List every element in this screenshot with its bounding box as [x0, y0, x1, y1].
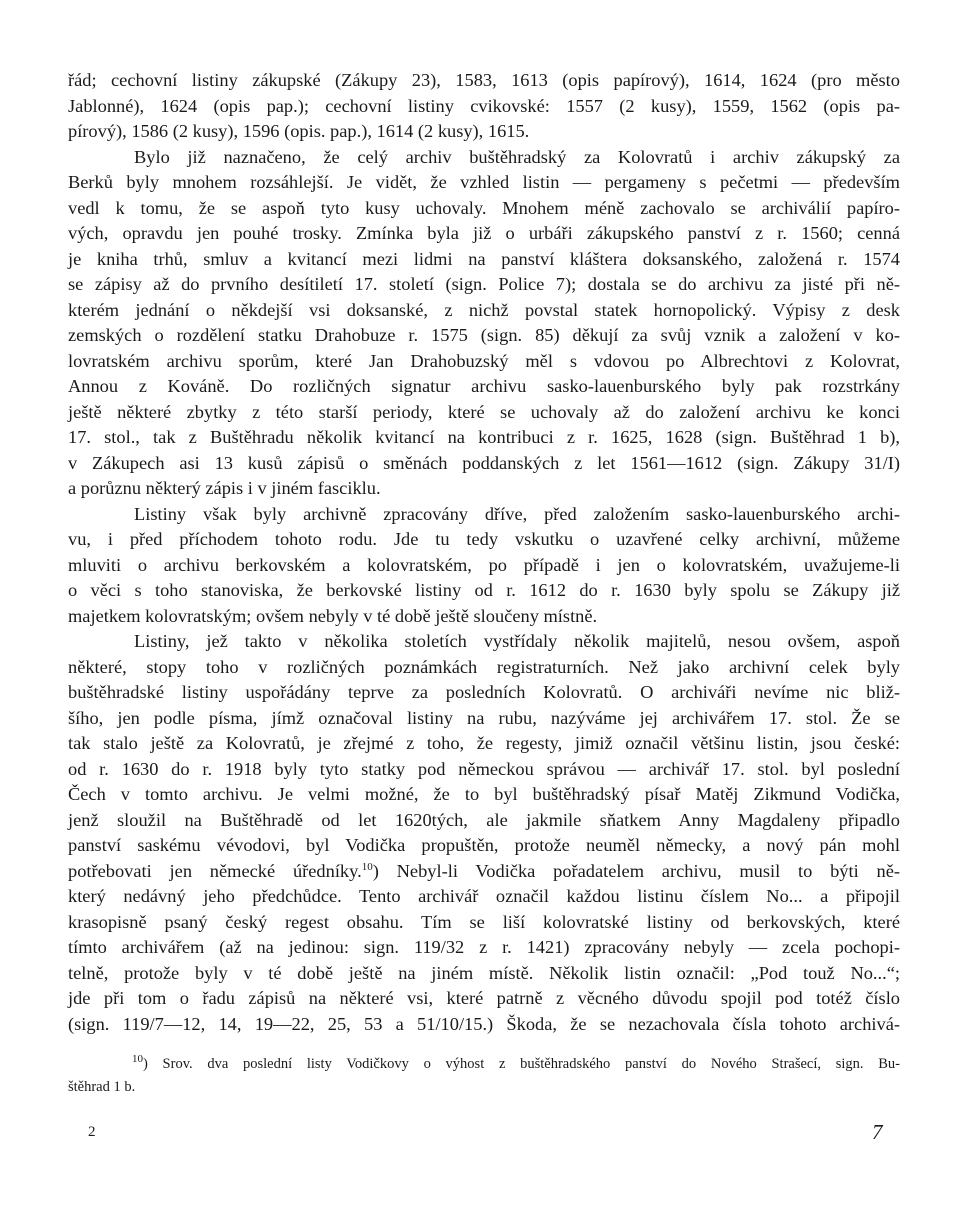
text-line: (sign. 119/7—12, 14, 19—22, 25, 53 a 51/10/15.) Škoda, že se nezachovala čísla tohoto archivá-	[68, 1013, 900, 1034]
text-fragment: ) Nebyl-li Vodička pořadatelem archivu, musil to býti ně-	[372, 860, 900, 881]
text-line: Čech v tomto archivu. Je velmi možné, že to byl buštěhradský písař Matěj Zikmund Vodička,	[68, 784, 900, 804]
text-line: jenž sloužil na Buštěhradě od let 1620tých, ale jakmile sňatkem Anny Magdaleny připadlo	[68, 809, 900, 830]
text-line: v Zákupech asi 13 kusů zápisů o směnách poddanských z let 1561—1612 (sign. Zákupy 31/I)	[68, 452, 900, 473]
text-line: pírový), 1586 (2 kusy), 1596 (opis. pap.), 1614 (2 kusy), 1615.	[68, 121, 530, 141]
text-line: tak stalo ještě za Kolovratů, je zřejmé z toho, že regesty, jimiž označil většinu listin, jsou české:	[68, 733, 900, 753]
footnote-marker: 10	[132, 1053, 143, 1066]
text-line: který nedávný jeho předchůdce. Tento archivář označil každou listinu číslem No... a připojil	[68, 886, 900, 906]
footnote-line	[68, 1053, 900, 1076]
footnote-reference[interactable]: 10	[361, 860, 373, 873]
text-line: telně, protože byly v té době ještě na jiném místě. Několik listin označil: „Pod touž No...“;	[68, 962, 900, 983]
text-line: Jablonné), 1624 (opis pap.); cechovní listiny cvikovské: 1557 (2 kusy), 1559, 1562 (opis pa-	[68, 95, 900, 116]
text-line: majetkem kolovratským; ovšem nebyly v té době ještě sloučeny místně.	[68, 605, 598, 626]
text-line: lovratském archivu sporům, které Jan Drahobuzský měl s vdovou po Albrechtovi z Kolovrat,	[68, 350, 900, 371]
text-line: vedl k tomu, že se aspoň tyto kusy uchovaly. Mnohem méně zachovalo se archiválií papíro-	[68, 197, 900, 218]
text-line: některé, stopy toho v rozličných poznámkách registraturních. Než jako archivní celek byly	[68, 656, 900, 677]
text-line: vu, i před příchodem tohoto rodu. Jde tu tedy vskutku o uzavřené celky archivní, můžeme	[68, 529, 900, 549]
text-line: se zápisy až do prvního desítiletí 17. století (sign. Police 7); dostala se do archivu za jisté při ně-	[68, 274, 900, 294]
text-line: 17. stol., tak z Buštěhradu několik kvitancí na kontribuci z r. 1625, 1628 (sign. Buštěhrad 1 b),	[68, 427, 900, 447]
text-line: Annou z Kováně. Do rozličných signatur archivu sasko-lauenburského byly pak rozstrkány	[68, 376, 900, 396]
body-text	[68, 68, 900, 1037]
text-line: zemských o rozdělení statku Drahobuze r. 1575 (sign. 85) děkují za svůj vznik a založení v ko-	[68, 325, 900, 345]
text-line: o věci s toho stanoviska, že berkovské listiny od r. 1612 do r. 1630 byly spolu se Zákupy již	[68, 580, 900, 600]
text-line: od r. 1630 do r. 1918 byly tyto statky pod německou správou — archivář 17. stol. byl poslední	[68, 758, 900, 779]
text-line: buštěhradské listiny uspořádány teprve za posledních Kolovratů. O archiváři nevíme nic bliž-	[68, 682, 900, 702]
text-fragment: potřebovati jen německé úředníky.	[68, 860, 362, 881]
text-line: tímto archivářem (až na jedinou: sign. 119/32 z r. 1421) zpracovány nebyly — zcela pochopi-	[68, 937, 900, 957]
text-line: a porůznu některý zápis i v jiném fasciklu.	[68, 478, 381, 498]
page-number: 7	[872, 1120, 883, 1144]
paragraph-start-line: Bylo již naznačeno, že celý archiv buštěhradský za Kolovratů i archiv zákupský za	[134, 146, 900, 167]
text-line: řád; cechovní listiny zákupské (Zákupy 23), 1583, 1613 (opis papírový), 1614, 1624 (pro město	[68, 70, 900, 90]
text-line: mluviti o archivu berkovském a kolovratském, po případě i jen o kolovratském, uvažujeme-li	[68, 554, 900, 575]
text-line: krasopisně psaný český regest obsahu. Tím se liší kolovratské listiny od berkovských, které	[68, 911, 900, 932]
paragraph-start-line: Listiny, jež takto v několika stoletích vystřídaly několik majitelů, nesou ovšem, aspoň	[134, 631, 900, 651]
text-line: Berků byly mnohem rozsáhlejší. Je vidět, že vzhled listin — pergameny s pečetmi — především	[68, 172, 900, 192]
text-line: kterém jednání o někdejší vsi doksanské, z nichž povstal statek hornopolický. Výpisy z desk	[68, 299, 900, 320]
text-line: šího, jen podle písma, jímž označoval listiny na rubu, nazýváme jej archivářem 17. stol. Že se	[68, 707, 900, 728]
signature-mark: 2	[88, 1124, 96, 1140]
paragraph-start-line: Listiny však byly archivně zpracovány dříve, před založením sasko-lauenburského archi-	[134, 503, 900, 524]
text-line: panství saskému vévodovi, byl Vodička propuštěn, protože neuměl německy, a nový pán mohl	[68, 835, 900, 855]
footnote-line: štěhrad 1 b.	[68, 1079, 136, 1095]
text-line: ještě některé zbytky z této starší periody, které se uchovaly až do založení archivu ke konci	[68, 401, 900, 422]
text-line: jde při tom o řadu zápisů na některé vsi, které patrně z věcného důvodu spojil pod totéž číslo	[68, 988, 900, 1008]
text-line	[68, 859, 900, 885]
footnote	[68, 1053, 900, 1099]
footnote-text: ) Srov. dva poslední listy Vodičkovy o výhost z buštěhradského panství do Nového Strašecí, sign. Bu-	[143, 1056, 900, 1072]
text-line: je kniha trhů, smluv a kvitancí mezi lidmi na panství kláštera doksanského, založená r. 1574	[68, 248, 900, 269]
text-line: vých, opravdu jen pouhé trosky. Zmínka byla již o urbáři zákupského panství z r. 1560; cenná	[68, 223, 900, 243]
